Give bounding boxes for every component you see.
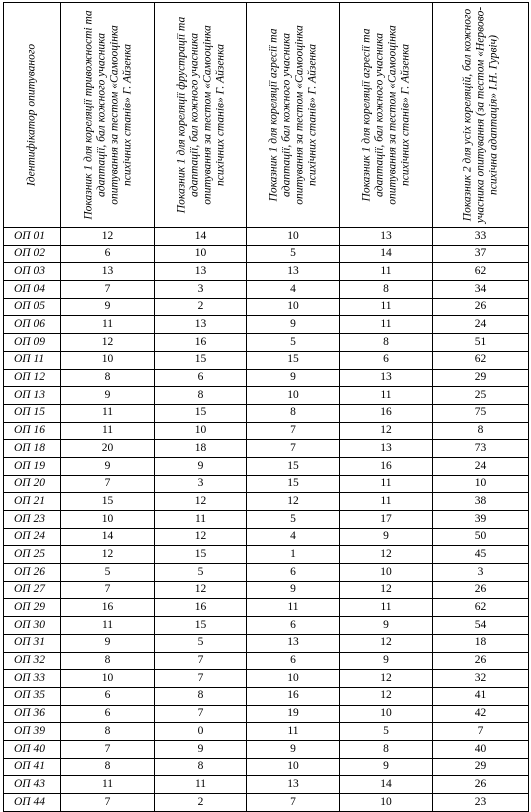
- table-row: [4, 564, 529, 582]
- cell-anxiety: 10: [61, 670, 155, 688]
- table-row: [4, 705, 529, 723]
- cell-aggression-2: 6: [340, 351, 433, 369]
- cell-anxiety: 8: [61, 369, 155, 387]
- cell-respondent-id: ОП 31: [4, 634, 61, 652]
- cell-respondent-id: ОП 43: [4, 776, 61, 794]
- cell-aggression-2: 8: [340, 281, 433, 299]
- cell-adaptation: 32: [433, 670, 529, 688]
- cell-adaptation: 26: [433, 776, 529, 794]
- cell-anxiety: 7: [61, 475, 155, 493]
- cell-adaptation: 29: [433, 369, 529, 387]
- cell-aggression: 9: [247, 740, 340, 758]
- table-row: [4, 457, 529, 475]
- cell-anxiety: 11: [61, 422, 155, 440]
- cell-anxiety: 10: [61, 511, 155, 529]
- cell-adaptation: 39: [433, 511, 529, 529]
- table-row: [4, 369, 529, 387]
- cell-adaptation: 24: [433, 316, 529, 334]
- cell-respondent-id: ОП 01: [4, 228, 61, 246]
- cell-anxiety: 12: [61, 334, 155, 352]
- header-respondent-id-text: Ідентифікатор опитуваного: [25, 43, 38, 187]
- cell-aggression: 10: [247, 298, 340, 316]
- header-aggression-2-text: Показник 1 для кореляції агресії та адаптації, бал кожного учасника опитування за тестом «Самооцінка психічних станів» Г. Айзенка: [360, 25, 411, 205]
- cell-frustration: 0: [155, 723, 247, 741]
- cell-respondent-id: ОП 15: [4, 404, 61, 422]
- table-row: [4, 794, 529, 812]
- cell-aggression: 6: [247, 617, 340, 635]
- table-row: [4, 670, 529, 688]
- cell-aggression-2: 9: [340, 617, 433, 635]
- table-row: [4, 652, 529, 670]
- table-row: [4, 263, 529, 281]
- cell-adaptation: 75: [433, 404, 529, 422]
- cell-frustration: 12: [155, 528, 247, 546]
- cell-aggression: 6: [247, 564, 340, 582]
- cell-frustration: 11: [155, 776, 247, 794]
- cell-respondent-id: ОП 21: [4, 493, 61, 511]
- cell-respondent-id: ОП 27: [4, 581, 61, 599]
- cell-anxiety: 7: [61, 581, 155, 599]
- table-row: [4, 493, 529, 511]
- table-row: [4, 228, 529, 246]
- cell-aggression: 5: [247, 511, 340, 529]
- cell-aggression-2: 14: [340, 245, 433, 263]
- cell-respondent-id: ОП 26: [4, 564, 61, 582]
- cell-respondent-id: ОП 30: [4, 617, 61, 635]
- cell-aggression-2: 8: [340, 740, 433, 758]
- cell-frustration: 10: [155, 422, 247, 440]
- cell-aggression: 8: [247, 404, 340, 422]
- cell-aggression-2: 12: [340, 670, 433, 688]
- cell-respondent-id: ОП 35: [4, 687, 61, 705]
- cell-aggression: 7: [247, 440, 340, 458]
- cell-frustration: 15: [155, 404, 247, 422]
- cell-anxiety: 12: [61, 228, 155, 246]
- cell-aggression: 4: [247, 528, 340, 546]
- cell-aggression: 9: [247, 316, 340, 334]
- cell-adaptation: 26: [433, 652, 529, 670]
- cell-aggression-2: 12: [340, 422, 433, 440]
- cell-adaptation: 51: [433, 334, 529, 352]
- cell-anxiety: 10: [61, 351, 155, 369]
- cell-aggression-2: 16: [340, 457, 433, 475]
- cell-aggression-2: 12: [340, 634, 433, 652]
- cell-aggression: 10: [247, 228, 340, 246]
- cell-aggression-2: 13: [340, 440, 433, 458]
- cell-frustration: 10: [155, 245, 247, 263]
- cell-anxiety: 11: [61, 617, 155, 635]
- cell-aggression: 10: [247, 758, 340, 776]
- cell-anxiety: 16: [61, 599, 155, 617]
- header-adaptation: [433, 3, 529, 228]
- cell-respondent-id: ОП 32: [4, 652, 61, 670]
- cell-adaptation: 40: [433, 740, 529, 758]
- cell-respondent-id: ОП 39: [4, 723, 61, 741]
- cell-anxiety: 5: [61, 564, 155, 582]
- cell-aggression: 1: [247, 546, 340, 564]
- cell-aggression-2: 11: [340, 493, 433, 511]
- cell-frustration: 7: [155, 705, 247, 723]
- cell-respondent-id: ОП 25: [4, 546, 61, 564]
- cell-aggression-2: 14: [340, 776, 433, 794]
- table-row: [4, 687, 529, 705]
- cell-aggression: 13: [247, 634, 340, 652]
- cell-frustration: 6: [155, 369, 247, 387]
- cell-anxiety: 11: [61, 404, 155, 422]
- cell-frustration: 9: [155, 457, 247, 475]
- table-row: [4, 316, 529, 334]
- cell-aggression: 9: [247, 369, 340, 387]
- cell-aggression: 12: [247, 493, 340, 511]
- table-row: [4, 581, 529, 599]
- table-row: [4, 617, 529, 635]
- table-row: [4, 475, 529, 493]
- cell-adaptation: 23: [433, 794, 529, 812]
- table-row: [4, 404, 529, 422]
- cell-respondent-id: ОП 20: [4, 475, 61, 493]
- cell-anxiety: 6: [61, 245, 155, 263]
- cell-aggression-2: 11: [340, 263, 433, 281]
- table-row: [4, 776, 529, 794]
- header-respondent-id: [4, 3, 61, 228]
- cell-anxiety: 8: [61, 723, 155, 741]
- cell-adaptation: 37: [433, 245, 529, 263]
- cell-anxiety: 6: [61, 687, 155, 705]
- cell-anxiety: 9: [61, 298, 155, 316]
- cell-aggression-2: 16: [340, 404, 433, 422]
- cell-aggression-2: 11: [340, 387, 433, 405]
- table-row: [4, 634, 529, 652]
- cell-respondent-id: ОП 36: [4, 705, 61, 723]
- cell-respondent-id: ОП 09: [4, 334, 61, 352]
- cell-adaptation: 7: [433, 723, 529, 741]
- table-row: [4, 387, 529, 405]
- cell-anxiety: 11: [61, 316, 155, 334]
- cell-frustration: 2: [155, 794, 247, 812]
- header-row: [4, 3, 529, 228]
- cell-respondent-id: ОП 12: [4, 369, 61, 387]
- cell-adaptation: 34: [433, 281, 529, 299]
- cell-anxiety: 7: [61, 281, 155, 299]
- cell-aggression: 13: [247, 776, 340, 794]
- cell-frustration: 8: [155, 687, 247, 705]
- cell-aggression-2: 10: [340, 794, 433, 812]
- table-row: [4, 245, 529, 263]
- header-aggression: [247, 3, 340, 228]
- cell-aggression: 13: [247, 263, 340, 281]
- header-anxiety-text: Показник 1 для кореляції тривожності та адаптації, бал кожного учасника опитування за тестом «Самооцінка психічних станів» Г. Айзенка: [81, 10, 133, 220]
- table-row: [4, 422, 529, 440]
- cell-aggression: 15: [247, 457, 340, 475]
- cell-aggression-2: 11: [340, 316, 433, 334]
- cell-aggression: 5: [247, 245, 340, 263]
- cell-frustration: 2: [155, 298, 247, 316]
- cell-respondent-id: ОП 24: [4, 528, 61, 546]
- cell-frustration: 11: [155, 511, 247, 529]
- cell-aggression: 16: [247, 687, 340, 705]
- cell-anxiety: 6: [61, 705, 155, 723]
- cell-aggression-2: 12: [340, 546, 433, 564]
- cell-adaptation: 33: [433, 228, 529, 246]
- cell-anxiety: 13: [61, 263, 155, 281]
- cell-frustration: 15: [155, 546, 247, 564]
- cell-respondent-id: ОП 13: [4, 387, 61, 405]
- cell-adaptation: 29: [433, 758, 529, 776]
- cell-respondent-id: ОП 40: [4, 740, 61, 758]
- cell-frustration: 12: [155, 581, 247, 599]
- cell-anxiety: 9: [61, 387, 155, 405]
- table-row: [4, 758, 529, 776]
- cell-frustration: 9: [155, 740, 247, 758]
- cell-aggression: 19: [247, 705, 340, 723]
- cell-respondent-id: ОП 03: [4, 263, 61, 281]
- header-anxiety: [61, 3, 155, 228]
- table-row: [4, 599, 529, 617]
- cell-respondent-id: ОП 18: [4, 440, 61, 458]
- cell-anxiety: 9: [61, 457, 155, 475]
- cell-adaptation: 41: [433, 687, 529, 705]
- table-row: [4, 334, 529, 352]
- cell-frustration: 8: [155, 387, 247, 405]
- cell-anxiety: 8: [61, 758, 155, 776]
- cell-frustration: 7: [155, 652, 247, 670]
- data-table: [3, 2, 529, 812]
- cell-respondent-id: ОП 02: [4, 245, 61, 263]
- cell-aggression-2: 17: [340, 511, 433, 529]
- cell-anxiety: 8: [61, 652, 155, 670]
- cell-frustration: 7: [155, 670, 247, 688]
- cell-frustration: 15: [155, 351, 247, 369]
- cell-frustration: 3: [155, 281, 247, 299]
- cell-frustration: 5: [155, 564, 247, 582]
- cell-anxiety: 9: [61, 634, 155, 652]
- table-row: [4, 723, 529, 741]
- cell-respondent-id: ОП 05: [4, 298, 61, 316]
- cell-aggression: 9: [247, 581, 340, 599]
- cell-respondent-id: ОП 16: [4, 422, 61, 440]
- header-aggression-text: Показник 1 для кореляції агресії та адаптації, бал кожного учасника опитування за тестом «Самооцінка психічних станів» Г. Айзенка: [267, 25, 318, 205]
- cell-anxiety: 15: [61, 493, 155, 511]
- cell-adaptation: 62: [433, 599, 529, 617]
- header-adaptation-text: Показник 2 для усіх кореляцій, бал кожного учасника опитування (за тестом «Нервово-психічна адаптація» І.Н. Гурвіч): [461, 6, 499, 224]
- cell-frustration: 15: [155, 617, 247, 635]
- cell-anxiety: 7: [61, 740, 155, 758]
- table-row: [4, 528, 529, 546]
- cell-respondent-id: ОП 19: [4, 457, 61, 475]
- cell-frustration: 12: [155, 493, 247, 511]
- cell-adaptation: 8: [433, 422, 529, 440]
- cell-adaptation: 62: [433, 351, 529, 369]
- cell-aggression-2: 12: [340, 581, 433, 599]
- cell-adaptation: 73: [433, 440, 529, 458]
- cell-adaptation: 50: [433, 528, 529, 546]
- header-frustration-text: Показник 1 для кореляції фрустрації та адаптації, бал кожного учасника опитування за тестом «Самооцінка психічних станів» Г. Айзенка: [174, 16, 226, 214]
- cell-aggression: 10: [247, 670, 340, 688]
- cell-adaptation: 25: [433, 387, 529, 405]
- cell-aggression: 15: [247, 351, 340, 369]
- cell-aggression-2: 11: [340, 475, 433, 493]
- cell-respondent-id: ОП 11: [4, 351, 61, 369]
- cell-respondent-id: ОП 44: [4, 794, 61, 812]
- cell-aggression-2: 5: [340, 723, 433, 741]
- cell-frustration: 18: [155, 440, 247, 458]
- cell-anxiety: 11: [61, 776, 155, 794]
- cell-aggression-2: 10: [340, 705, 433, 723]
- cell-adaptation: 18: [433, 634, 529, 652]
- cell-frustration: 16: [155, 334, 247, 352]
- cell-adaptation: 42: [433, 705, 529, 723]
- cell-frustration: 8: [155, 758, 247, 776]
- cell-aggression: 4: [247, 281, 340, 299]
- cell-aggression: 7: [247, 422, 340, 440]
- cell-aggression-2: 9: [340, 528, 433, 546]
- table-row: [4, 351, 529, 369]
- cell-adaptation: 38: [433, 493, 529, 511]
- cell-aggression-2: 8: [340, 334, 433, 352]
- cell-aggression-2: 9: [340, 758, 433, 776]
- cell-aggression: 10: [247, 387, 340, 405]
- header-frustration: [155, 3, 247, 228]
- cell-anxiety: 7: [61, 794, 155, 812]
- cell-aggression: 7: [247, 794, 340, 812]
- cell-respondent-id: ОП 29: [4, 599, 61, 617]
- cell-adaptation: 3: [433, 564, 529, 582]
- table-row: [4, 740, 529, 758]
- cell-aggression: 11: [247, 723, 340, 741]
- cell-respondent-id: ОП 33: [4, 670, 61, 688]
- cell-frustration: 14: [155, 228, 247, 246]
- cell-adaptation: 26: [433, 581, 529, 599]
- cell-anxiety: 14: [61, 528, 155, 546]
- cell-adaptation: 45: [433, 546, 529, 564]
- cell-aggression-2: 13: [340, 228, 433, 246]
- header-aggression-2: [340, 3, 433, 228]
- cell-aggression: 5: [247, 334, 340, 352]
- cell-frustration: 13: [155, 263, 247, 281]
- cell-adaptation: 26: [433, 298, 529, 316]
- cell-adaptation: 62: [433, 263, 529, 281]
- cell-respondent-id: ОП 04: [4, 281, 61, 299]
- table-row: [4, 281, 529, 299]
- cell-adaptation: 54: [433, 617, 529, 635]
- cell-respondent-id: ОП 23: [4, 511, 61, 529]
- table-row: [4, 298, 529, 316]
- cell-frustration: 5: [155, 634, 247, 652]
- cell-frustration: 16: [155, 599, 247, 617]
- table-row: [4, 511, 529, 529]
- cell-aggression-2: 12: [340, 687, 433, 705]
- cell-adaptation: 24: [433, 457, 529, 475]
- cell-adaptation: 10: [433, 475, 529, 493]
- cell-anxiety: 12: [61, 546, 155, 564]
- cell-aggression: 6: [247, 652, 340, 670]
- cell-respondent-id: ОП 06: [4, 316, 61, 334]
- cell-aggression-2: 11: [340, 298, 433, 316]
- cell-aggression: 15: [247, 475, 340, 493]
- cell-respondent-id: ОП 41: [4, 758, 61, 776]
- cell-aggression-2: 11: [340, 599, 433, 617]
- table-body: [4, 228, 529, 812]
- table-row: [4, 440, 529, 458]
- cell-anxiety: 20: [61, 440, 155, 458]
- cell-aggression-2: 13: [340, 369, 433, 387]
- cell-aggression: 11: [247, 599, 340, 617]
- cell-frustration: 3: [155, 475, 247, 493]
- cell-aggression-2: 10: [340, 564, 433, 582]
- cell-aggression-2: 9: [340, 652, 433, 670]
- cell-frustration: 13: [155, 316, 247, 334]
- table-row: [4, 546, 529, 564]
